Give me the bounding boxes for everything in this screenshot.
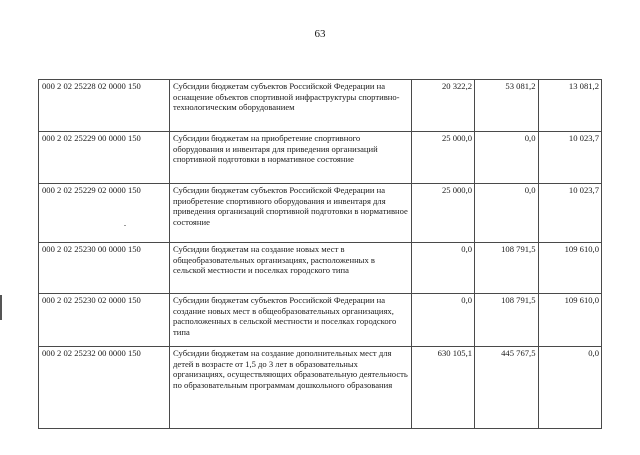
item-name-cell: Субсидии бюджетам на приобретение спортивного оборудования и инвентаря для приведения организаций спортивной подготовки в нормативное состояние xyxy=(170,132,412,184)
item-name-cell: Субсидии бюджетам субъектов Российской Федерации на оснащение объектов спортивной инфраструктуры спортивно-технологическим оборудованием xyxy=(170,80,412,132)
budget-code-cell: 000 2 02 25228 02 0000 150 xyxy=(39,80,170,132)
amount-cell-3: 109 610,0 xyxy=(538,243,602,294)
amount-cell-2: 108 791,5 xyxy=(475,243,538,294)
budget-code-cell: 000 2 02 25229 00 0000 150 xyxy=(39,132,170,184)
amount-cell-2: 445 767,5 xyxy=(475,347,538,429)
table-row xyxy=(39,347,602,429)
table-row xyxy=(39,184,602,243)
amount-cell-2: 108 791,5 xyxy=(475,294,538,347)
amount-cell-1: 0,0 xyxy=(411,294,474,347)
budget-table xyxy=(38,79,602,429)
table-row xyxy=(39,243,602,294)
item-name-cell: Субсидии бюджетам на создание дополнительных мест для детей в возрасте от 1,5 до 3 лет в образовательных организациях, осуществляющих образовательную деятельность по образовательным программам дошкольного образования xyxy=(170,347,412,429)
budget-code-cell: 000 2 02 25230 00 0000 150 xyxy=(39,243,170,294)
table-row xyxy=(39,132,602,184)
item-name-cell: Субсидии бюджетам на создание новых мест в общеобразовательных организациях, расположенных в сельской местности и поселках городского типа xyxy=(170,243,412,294)
amount-cell-3: 10 023,7 xyxy=(538,184,602,243)
amount-cell-1: 630 105,1 xyxy=(411,347,474,429)
budget-code-cell: 000 2 02 25230 02 0000 150 xyxy=(39,294,170,347)
budget-code-cell: 000 2 02 25232 00 0000 150 xyxy=(39,347,170,429)
scan-edge-mark xyxy=(0,295,2,320)
budget-code-cell: 000 2 02 25229 02 0000 150 xyxy=(39,184,170,243)
amount-cell-1: 20 322,2 xyxy=(411,80,474,132)
item-name-cell: Субсидии бюджетам субъектов Российской Федерации на приобретение спортивного оборудования и инвентаря для приведения организаций спортивной подготовки в нормативное состояние xyxy=(170,184,412,243)
amount-cell-2: 0,0 xyxy=(475,184,538,243)
amount-cell-3: 0,0 xyxy=(538,347,602,429)
amount-cell-3: 10 023,7 xyxy=(538,132,602,184)
amount-cell-1: 25 000,0 xyxy=(411,132,474,184)
table-row xyxy=(39,80,602,132)
amount-cell-2: 0,0 xyxy=(475,132,538,184)
amount-cell-3: 13 081,2 xyxy=(538,80,602,132)
amount-cell-3: 109 610,0 xyxy=(538,294,602,347)
item-name-cell: Субсидии бюджетам субъектов Российской Федерации на создание новых мест в общеобразовательных организациях, расположенных в сельской местности и поселках городского типа xyxy=(170,294,412,347)
amount-cell-2: 53 081,2 xyxy=(475,80,538,132)
table-row xyxy=(39,294,602,347)
amount-cell-1: 25 000,0 xyxy=(411,184,474,243)
page-number: 63 xyxy=(314,28,326,40)
amount-cell-1: 0,0 xyxy=(411,243,474,294)
